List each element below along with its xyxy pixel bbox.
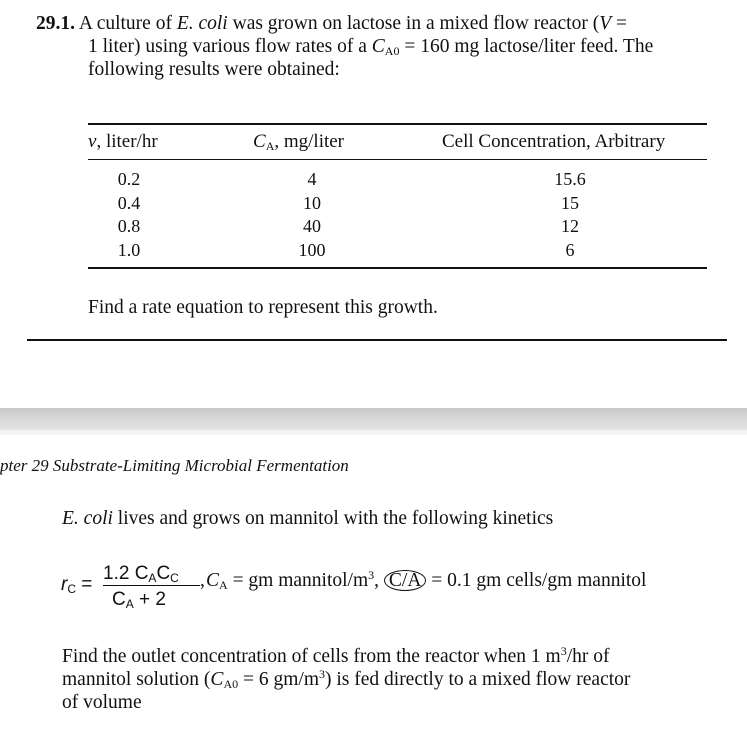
table-cell: 6	[565, 239, 575, 260]
problem-number: 29.1.	[36, 13, 75, 34]
equation-definitions: $C_A$ = gm mannitol/$m^3$, C/A = 0.1 gm cells/gm mannitol	[206, 568, 647, 592]
rate-denominator: $C_A + 2$	[112, 589, 166, 611]
find-line-1: Find the outlet concentration of cells from the reactor when 1 $m^3/hr$ of	[62, 644, 610, 667]
table-cell: 15	[561, 192, 579, 213]
table-top-rule	[88, 123, 707, 125]
find-outlet-concentration	[62, 645, 722, 714]
page-divider-highlight	[0, 430, 747, 435]
section-end-rule	[27, 339, 727, 341]
table-header-flow: v, liter/hr	[88, 131, 158, 152]
table-cell: 12	[561, 216, 579, 236]
rate-numerator: 1.2 $C_AC_C$	[103, 563, 179, 585]
problem-statement	[36, 12, 726, 81]
table-header-rule	[88, 159, 707, 160]
table-cell: 40	[303, 216, 321, 236]
table-cell: 10	[303, 192, 321, 213]
mannitol-intro: E. coli lives and grows on mannitol with the following kinetics	[62, 508, 554, 529]
find-line-3: of volume	[62, 692, 142, 713]
table-cell: 0.2	[117, 169, 141, 189]
problem-line-2: 1 liter) using various flow rates of a $C_{A0} = 160$ mg lactose/liter feed. The	[88, 36, 654, 58]
table-cell: 4	[307, 169, 317, 189]
equation-comma: ,	[200, 570, 205, 591]
find-line-2: mannitol solution ($C_{A0} = 6$ $gm/m^3$) is fed directly to a mixed flow reactor	[62, 667, 631, 691]
table-column-flow	[104, 168, 154, 262]
find-rate-equation: Find a rate equation to represent this growth.	[88, 297, 438, 318]
table-cell: 15.6	[554, 169, 586, 189]
table-column-ca	[282, 168, 342, 262]
table-cell: 0.8	[117, 216, 141, 236]
table-header-cell: Cell Concentration, Arbitrary	[442, 131, 666, 152]
circled-ratio: C/A	[384, 570, 427, 591]
fraction-bar	[103, 585, 200, 586]
chapter-header: pter 29 Substrate-Limiting Microbial Fermentation	[0, 456, 349, 475]
problem-line-3: following results were obtained:	[88, 59, 340, 80]
table-cell: 0.4	[117, 192, 141, 213]
table-header-ca: $C_A$, mg/liter	[253, 131, 345, 153]
table-cell: 1.0	[117, 239, 141, 260]
table-bottom-rule	[88, 267, 707, 269]
table-cell: 100	[298, 239, 326, 260]
rate-symbol: $r_C$ =	[61, 574, 93, 596]
problem-line-1: 29.1. A culture of E. coli was grown on lactose in a mixed flow reactor (V =	[36, 13, 627, 34]
table-column-cell	[540, 168, 600, 262]
